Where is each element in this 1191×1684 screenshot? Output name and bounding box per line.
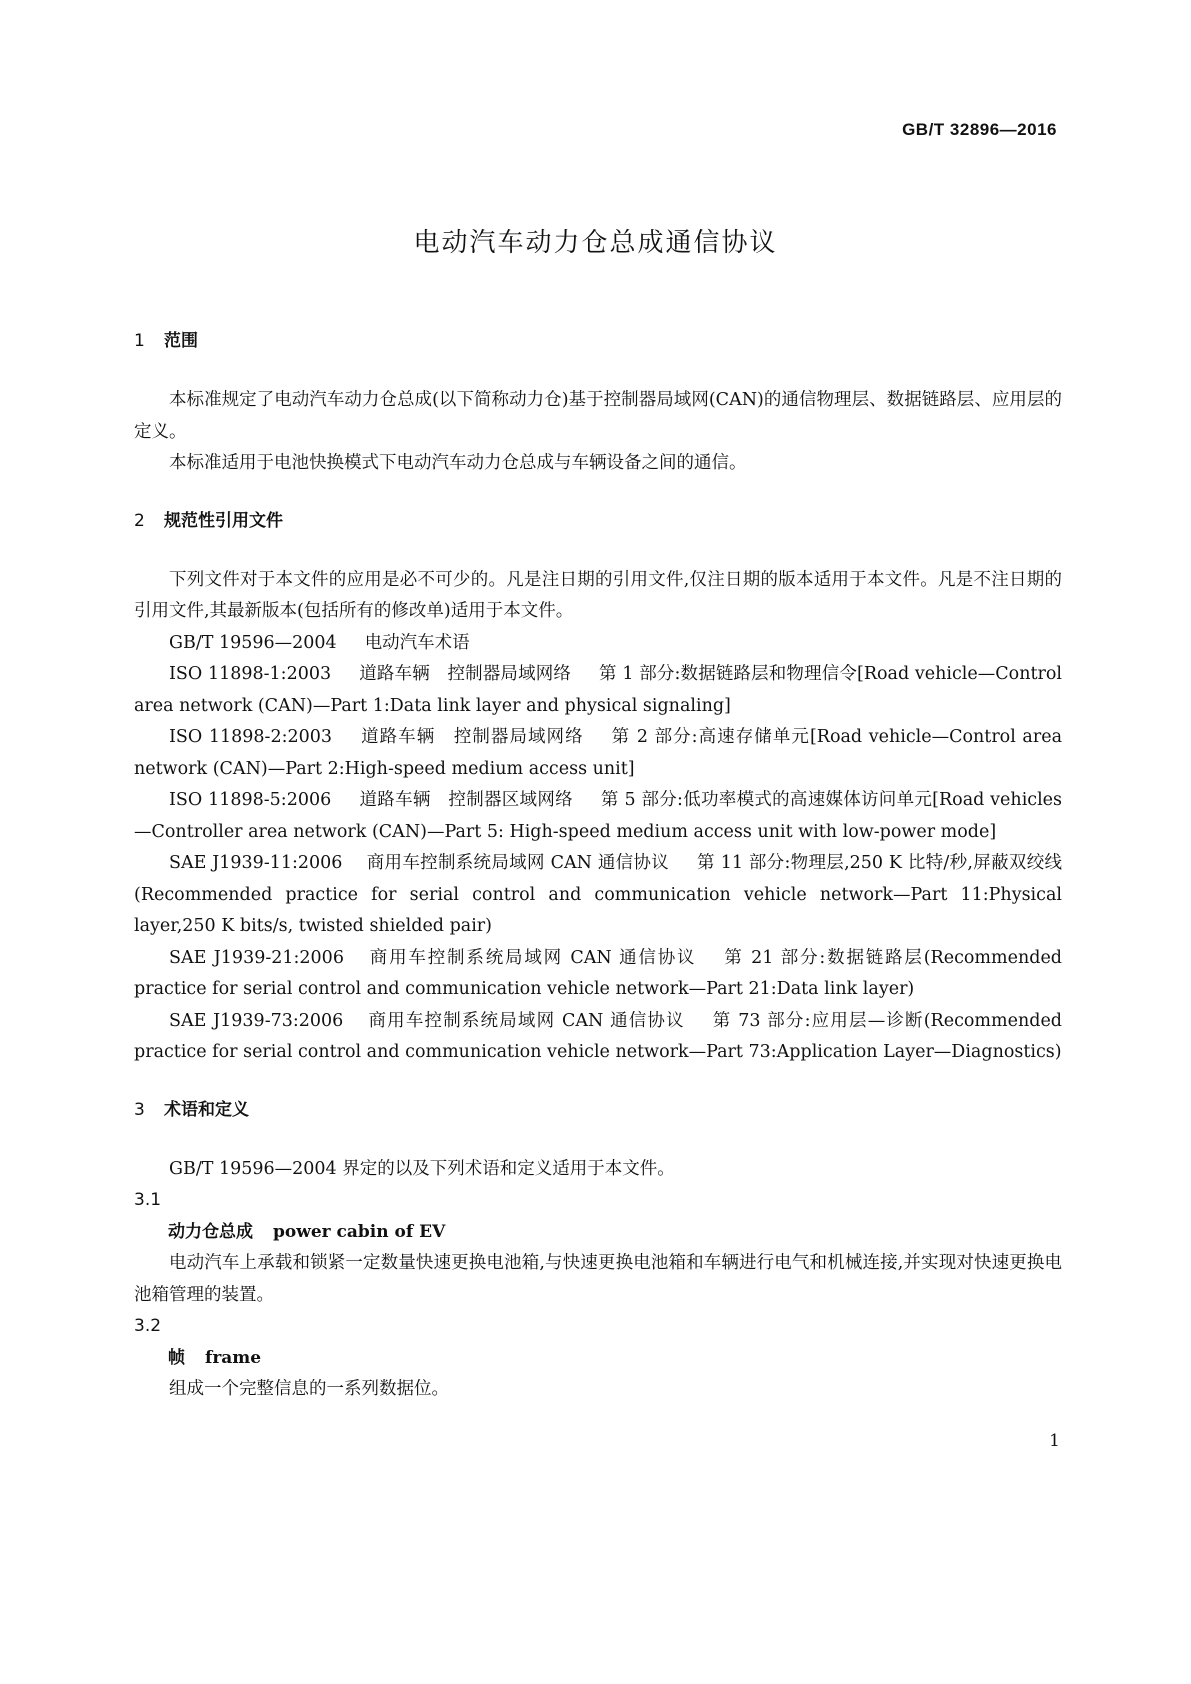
document-title: 电动汽车动力仓总成通信协议 [413,228,778,258]
reference-code: SAE J1939-21:2006 [169,947,344,968]
normative-intro: 下列文件对于本文件的应用是必不可少的。凡是注日期的引用文件,仅注日期的版本适用于本文件。凡是不注日期的引用文件,其最新版本(包括所有的修改单)适用于本文件。 [134,569,1062,621]
reference-code: ISO 11898-2:2003 [169,727,333,747]
reference-code: SAE J1939-11:2006 [169,853,343,873]
reference-code: ISO 11898-5:2006 [169,790,332,810]
reference-title-en: (Recommended practice for serial control and communication vehicle network—Part 11:Physical layer,250 K bits/s, twisted shielded pair) [134,884,1062,936]
section-number: 1 [134,331,145,351]
reference-part-title: 数据链路层 [825,947,924,968]
reference-part: 第 21 部分: [724,947,826,968]
document-body [134,326,1062,1406]
reference-title-cn: 电动汽车术语 [364,632,470,653]
reference-item [134,785,1062,848]
reference-title-en: (Recommended practice for serial control and communication vehicle network—Part 73:Application Layer—Diagnostics) [134,1010,1063,1062]
scope-paragraph: 本标准规定了电动汽车动力仓总成(以下简称动力仓)基于控制器局域网(CAN)的通信物理层、数据链路层、应用层的定义。 [134,390,1062,442]
reference-code: ISO 11898-1:2003 [169,664,332,684]
reference-part: 第 2 部分: [611,727,698,747]
reference-item [134,659,1062,722]
reference-title-cn: 道路车辆 控制器区域网络 [359,790,573,810]
reference-part-title: 低功率模式的高速媒体访问单元 [682,790,933,810]
reference-part: 第 11 部分: [697,853,791,873]
reference-title-en: [Road vehicle—Control area network (CAN)—Part 1:Data link layer and physical signaling] [134,664,1062,716]
term-number: 3.2 [134,1316,162,1336]
standard-code: GB/T 32896—2016 [902,120,1057,139]
reference-title-en: (Recommended practice for serial control and communication vehicle network—Part 21:Data link layer) [134,947,1063,999]
reference-item [134,943,1062,1006]
reference-part: 第 5 部分: [600,790,683,810]
reference-part-title: 高速存储单元 [697,727,810,747]
reference-title-en: [Road vehicle—Control area network (CAN)—Part 2:High-speed medium access unit] [134,727,1063,779]
reference-title-cn: 商用车控制系统局域网 CAN 通信协议 [366,853,670,873]
section-number: 2 [134,510,145,531]
term-name-en: frame [205,1347,262,1368]
reference-title-cn: 商用车控制系统局域网 CAN 通信协议 [367,1010,685,1031]
term-name [134,1343,1062,1375]
term-name-en: power cabin of EV [273,1221,446,1242]
term-definition: 组成一个完整信息的一系列数据位。 [169,1379,449,1399]
reference-title-cn: 道路车辆 控制器局域网络 [360,727,584,747]
reference-part-title: 数据链路层和物理信令 [680,664,858,684]
reference-title-en: [Road vehicles—Controller area network (CAN)—Part 5: High-speed medium access unit with low-power mode] [134,790,1063,842]
section-heading-scope [134,326,1062,357]
reference-part-title: 应用层—诊断 [810,1010,924,1031]
term-name [134,1217,1062,1249]
reference-part: 第 1 部分: [599,664,681,684]
term-name-cn: 帧 [168,1347,185,1368]
reference-part-title: 物理层,250 K 比特/秒,屏蔽双绞线 [790,853,1063,873]
section-title: 范围 [164,331,198,351]
terms-intro: GB/T 19596—2004 界定的以及下列术语和定义适用于本文件。 [169,1158,675,1179]
reference-title-cn: 道路车辆 控制器局域网络 [359,664,572,684]
term-definition: 电动汽车上承载和锁紧一定数量快速更换电池箱,与快速更换电池箱和车辆进行电气和机械连接,并实现对快速更换电池箱管理的装置。 [134,1253,1062,1305]
reference-code: SAE J1939-73:2006 [169,1010,344,1031]
section-heading-terms [134,1095,1062,1126]
reference-item [134,722,1062,785]
page-number: 1 [1049,1431,1060,1451]
reference-item [134,848,1062,943]
reference-code: GB/T 19596—2004 [169,632,337,653]
term-name-cn: 动力仓总成 [168,1221,253,1242]
section-number: 3 [134,1099,145,1120]
reference-title-cn: 商用车控制系统局域网 CAN 通信协议 [367,947,697,968]
reference-item [134,628,1062,660]
reference-item [134,1006,1062,1069]
term-number: 3.1 [134,1190,162,1210]
section-title: 术语和定义 [164,1099,249,1120]
section-heading-normative-references [134,506,1062,537]
scope-paragraph: 本标准适用于电池快换模式下电动汽车动力仓总成与车辆设备之间的通信。 [169,453,747,473]
section-title: 规范性引用文件 [164,510,283,531]
reference-part: 第 73 部分: [712,1010,811,1031]
